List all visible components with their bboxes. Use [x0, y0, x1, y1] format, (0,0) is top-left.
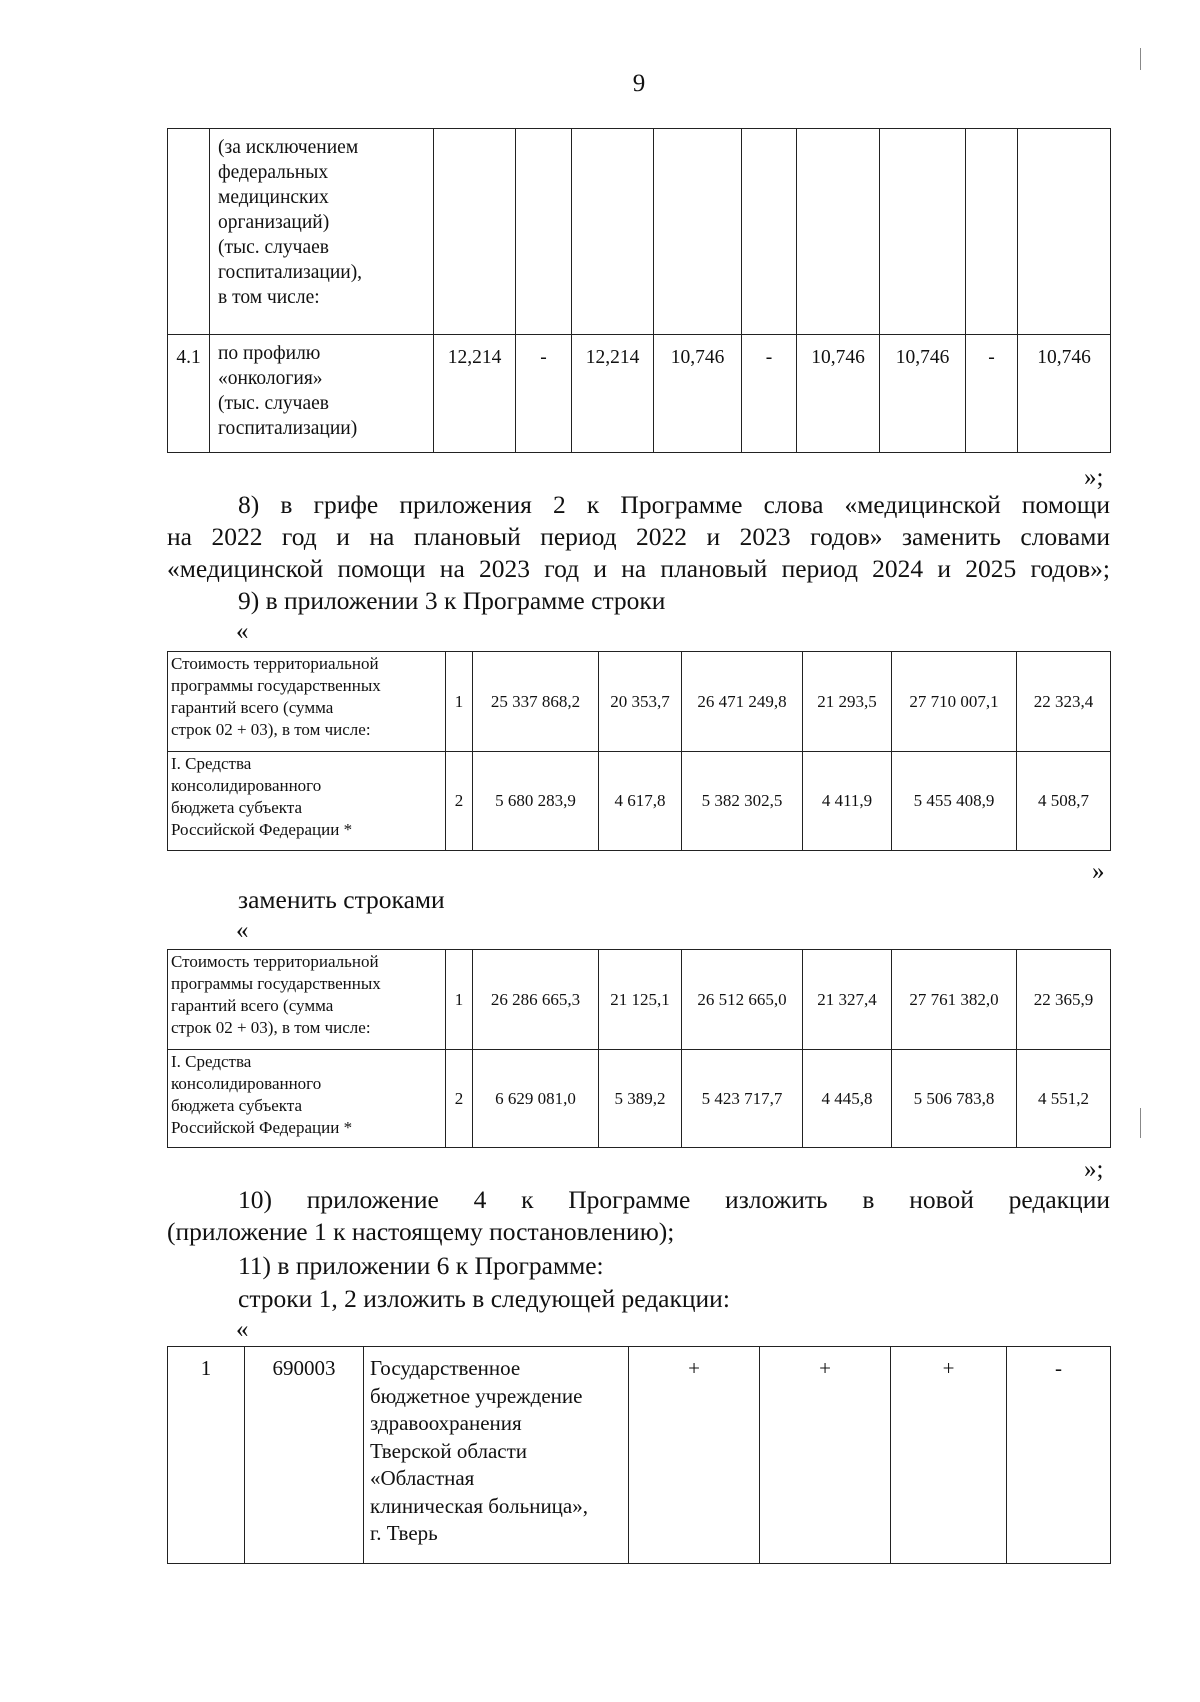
name-line: бюджета субъекта: [171, 798, 303, 817]
table-row: [168, 950, 1111, 1050]
value-cell: 5 382 302,5: [682, 752, 803, 851]
indicator-name-cell: [168, 950, 446, 1050]
name-line: Стоимость территориальной: [171, 952, 379, 971]
value-cell: -: [966, 335, 1018, 453]
page-number: 9: [632, 70, 646, 97]
value-cell: 12,214: [572, 335, 654, 453]
table-row: [168, 652, 1111, 752]
value-cell: 4 445,8: [803, 1050, 892, 1148]
name-line: программы государственных: [171, 974, 381, 993]
value-cell: 5 680 283,9: [473, 752, 599, 851]
indicator-name-cell: [168, 752, 446, 851]
value-cell: 25 337 868,2: [473, 652, 599, 752]
table-row: [168, 1050, 1111, 1148]
replace-with-text: заменить строками: [238, 885, 445, 914]
name-line: организаций): [218, 212, 330, 233]
value-cell: 10,746: [797, 335, 880, 453]
name-line: г. Тверь: [370, 1521, 438, 1545]
cost-table-old: [167, 651, 1111, 851]
value-cell: [880, 129, 966, 335]
value-cell: 26 471 249,8: [682, 652, 803, 752]
name-line: федеральных: [218, 162, 329, 183]
name-line: консолидированного: [171, 776, 322, 795]
item-8-line-1: 8) в грифе приложения 2 к Программе слова «медицинской помощи: [238, 490, 1110, 519]
value-cell: 10,746: [654, 335, 742, 453]
mark-cell: +: [629, 1347, 760, 1564]
row-code-cell: 2: [446, 1050, 473, 1148]
item-8-line-3: «медицинской помощи на 2023 год и на плановый период 2024 и 2025 годов»;: [167, 554, 1110, 583]
name-line: строк 02 + 03), в том числе:: [171, 720, 371, 739]
value-cell: -: [516, 335, 572, 453]
name-line: I. Средства: [171, 1052, 252, 1071]
cost-table-new: [167, 949, 1111, 1148]
hospitalization-table: [167, 128, 1111, 453]
table-row: [168, 752, 1111, 851]
name-line: бюджетное учреждение: [370, 1383, 583, 1408]
name-line: (тыс. случаев: [218, 237, 329, 258]
value-cell: 10,746: [1018, 335, 1111, 453]
value-cell: 27 710 007,1: [892, 652, 1017, 752]
value-cell: -: [742, 335, 797, 453]
name-line: медицинских: [218, 187, 329, 208]
mark-cell: +: [760, 1347, 891, 1564]
value-cell: 5 423 717,7: [682, 1050, 803, 1148]
value-cell: 5 506 783,8: [892, 1050, 1017, 1148]
closing-quote: »: [1092, 858, 1105, 885]
value-cell: 20 353,7: [599, 652, 682, 752]
org-code-cell: 690003: [245, 1347, 364, 1564]
name-line: Стоимость территориальной: [171, 654, 379, 673]
mark-cell: +: [891, 1347, 1007, 1564]
mark-cell: -: [1007, 1347, 1111, 1564]
table-row: [168, 129, 1111, 335]
value-cell: 22 365,9: [1017, 950, 1111, 1050]
indicator-name-cell: [168, 652, 446, 752]
value-cell: [516, 129, 572, 335]
value-cell: 6 629 081,0: [473, 1050, 599, 1148]
value-cell: 22 323,4: [1017, 652, 1111, 752]
opening-quote: «: [236, 1316, 249, 1343]
value-cell: 21 125,1: [599, 950, 682, 1050]
name-line: здравоохранения: [370, 1411, 522, 1435]
name-line: строк 02 + 03), в том числе:: [171, 1018, 371, 1037]
item-10-line-1: 10) приложение 4 к Программе изложить в новой редакции: [238, 1185, 1110, 1214]
value-cell: [654, 129, 742, 335]
value-cell: [742, 129, 797, 335]
value-cell: 4 617,8: [599, 752, 682, 851]
value-cell: [966, 129, 1018, 335]
name-line: (за исключением: [218, 137, 359, 158]
row-number-cell: 1: [168, 1347, 245, 1564]
value-cell: 5 455 408,9: [892, 752, 1017, 851]
name-line: гарантий всего (сумма: [171, 698, 334, 717]
value-cell: [434, 129, 516, 335]
name-line: «онкология»: [218, 368, 323, 389]
row-code-cell: 1: [446, 950, 473, 1050]
item-11: 11) в приложении 6 к Программе:: [238, 1251, 604, 1280]
indicator-name-cell: [210, 335, 434, 453]
item-8-line-2: на 2022 год и на плановый период 2022 и 2023 годов» заменить словами: [167, 522, 1110, 551]
value-cell: 21 293,5: [803, 652, 892, 752]
name-line: бюджета субъекта: [171, 1096, 303, 1115]
closing-quote: »;: [1084, 464, 1104, 491]
name-line: госпитализации): [218, 418, 358, 439]
value-cell: [572, 129, 654, 335]
table-row: [168, 1347, 1111, 1564]
name-line: консолидированного: [171, 1074, 322, 1093]
name-line: I. Средства: [171, 754, 252, 773]
name-line: «Областная: [370, 1466, 475, 1490]
scan-mark: [1140, 1108, 1141, 1138]
row-number-cell: 4.1: [168, 335, 210, 453]
name-line: гарантий всего (сумма: [171, 996, 334, 1015]
name-line: по профилю: [218, 343, 321, 364]
name-line: (тыс. случаев: [218, 393, 329, 414]
organizations-table: [167, 1346, 1111, 1564]
row-code-cell: 2: [446, 752, 473, 851]
scan-mark: [1140, 48, 1141, 70]
value-cell: 26 286 665,3: [473, 950, 599, 1050]
table-row: [168, 335, 1111, 453]
name-line: Государственное: [370, 1356, 521, 1380]
name-line: клиническая больница»,: [370, 1493, 588, 1518]
value-cell: 27 761 382,0: [892, 950, 1017, 1050]
indicator-name-cell: [210, 129, 434, 335]
value-cell: 4 508,7: [1017, 752, 1111, 851]
opening-quote: «: [236, 917, 249, 944]
name-line: госпитализации),: [218, 262, 363, 283]
name-line: Российской Федерации *: [171, 1118, 353, 1137]
value-cell: 4 411,9: [803, 752, 892, 851]
item-11-sub: строки 1, 2 изложить в следующей редакции:: [238, 1284, 730, 1313]
value-cell: 10,746: [880, 335, 966, 453]
item-9: 9) в приложении 3 к Программе строки: [238, 586, 666, 615]
closing-quote: »;: [1084, 1156, 1104, 1183]
org-name-cell: [364, 1347, 629, 1564]
value-cell: 4 551,2: [1017, 1050, 1111, 1148]
indicator-name-cell: [168, 1050, 446, 1148]
item-10-line-2: (приложение 1 к настоящему постановлению);: [167, 1217, 675, 1246]
opening-quote: «: [236, 618, 249, 645]
value-cell: 5 389,2: [599, 1050, 682, 1148]
name-line: Российской Федерации *: [171, 820, 353, 839]
value-cell: 12,214: [434, 335, 516, 453]
value-cell: [797, 129, 880, 335]
name-line: программы государственных: [171, 676, 381, 695]
value-cell: 21 327,4: [803, 950, 892, 1050]
name-line: в том числе:: [218, 287, 320, 308]
name-line: Тверской области: [370, 1438, 528, 1463]
row-code-cell: 1: [446, 652, 473, 752]
row-number-cell: [168, 129, 210, 335]
value-cell: 26 512 665,0: [682, 950, 803, 1050]
value-cell: [1018, 129, 1111, 335]
